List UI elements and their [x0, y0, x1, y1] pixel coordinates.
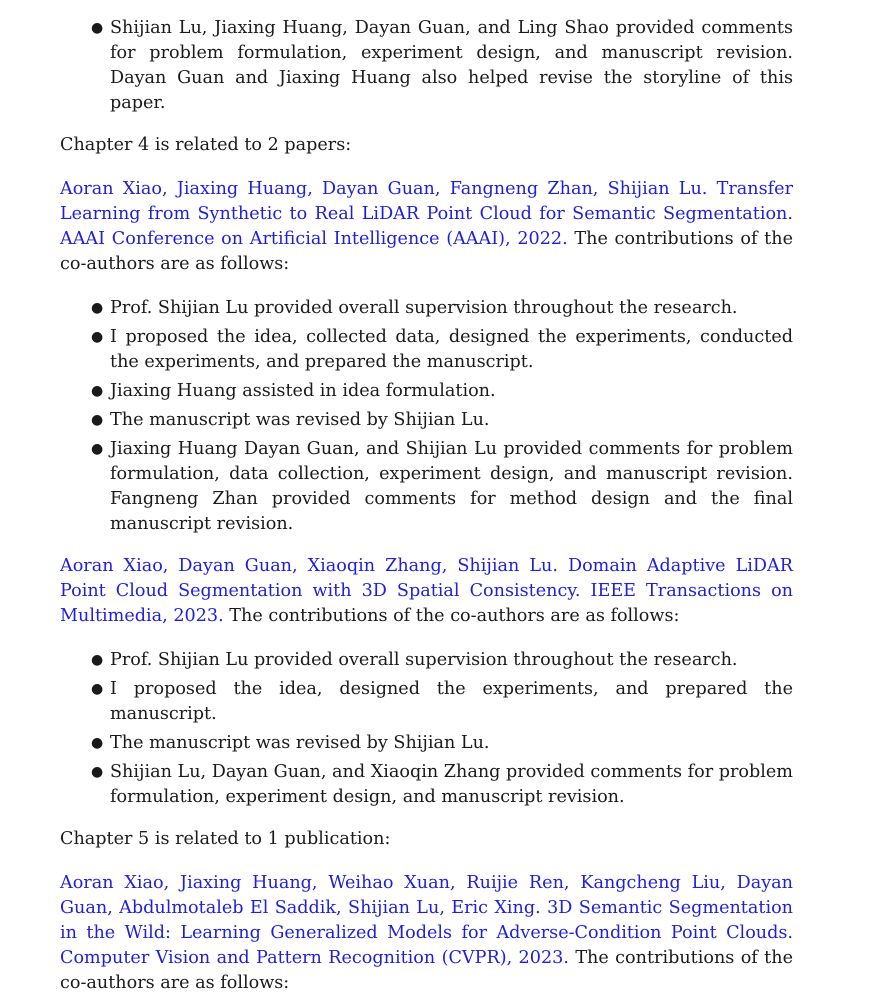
bullet-icon: ● — [91, 441, 104, 457]
bullet-icon: ● — [91, 681, 104, 697]
citation-link[interactable]: Aoran Xiao, Jiaxing Huang, Weihao Xuan, Ruijie Ren, Kangcheng Liu, Dayan Guan, Abdulmotaleb El Saddik, Shijian Lu, Eric Xing. 3D Semantic Segmentation in the Wild: Learning Generalized Models for Adverse-Condition Point Clouds. Computer Vision and Pattern Recognition (CVPR), 2023. — [60, 873, 793, 968]
list-item: ● Shijian Lu, Jiaxing Huang, Dayan Guan, and Ling Shao provided comments for problem formulation, experiment design, and manuscript revision. Dayan Guan and Jiaxing Huang also helped revise the storyline of this paper. — [91, 18, 793, 113]
bullet-icon: ● — [91, 412, 104, 428]
bullet-icon: ● — [91, 652, 104, 668]
list-item: ● Shijian Lu, Dayan Guan, and Xiaoqin Zhang provided comments for problem formulation, experiment design, and manuscript revision. — [91, 762, 793, 807]
document-page — [60, 16, 793, 996]
bullet-icon: ● — [91, 735, 104, 751]
list-item: ● Jiaxing Huang assisted in idea formulation. — [60, 379, 793, 404]
bullet-icon: ● — [91, 329, 104, 345]
list-item: ● The manuscript was revised by Shijian Lu. — [60, 731, 793, 756]
chapter4-intro: Chapter 4 is related to 2 papers: — [60, 135, 352, 155]
chapter4-paper2-contribution-list — [60, 648, 793, 810]
chapter5-paper1-citation: Aoran Xiao, Jiaxing Huang, Weihao Xuan, Ruijie Ren, Kangcheng Liu, Dayan Guan, Abdulmotaleb El Saddik, Shijian Lu, Eric Xing. 3D Semantic Segmentation in the Wild: Learning Generalized Models for Adverse-Condition Point Clouds. Computer Vision and Pattern Recognition (CVPR), 2023. The contributions of the co-authors are as follows: — [60, 873, 793, 993]
citation-link[interactable]: Aoran Xiao, Jiaxing Huang, Dayan Guan, Fangneng Zhan, Shijian Lu. Transfer Learning from Synthetic to Real LiDAR Point Cloud for Semantic Segmentation. AAAI Conference on Artificial Intelligence (AAAI), 2022. — [60, 179, 793, 249]
chapter4-paper1-contribution-list — [60, 296, 793, 537]
top-contribution-list — [60, 16, 793, 116]
bullet-icon: ● — [91, 383, 104, 399]
chapter4-paper2-citation: Aoran Xiao, Dayan Guan, Xiaoqin Zhang, Shijian Lu. Domain Adaptive LiDAR Point Cloud Segmentation with 3D Spatial Consistency. IEEE Transactions on Multimedia, 2023. The contributions of the co-authors are as follows: — [60, 556, 793, 626]
list-item: ● Prof. Shijian Lu provided overall supervision throughout the research. — [60, 296, 793, 321]
bullet-icon: ● — [91, 20, 104, 36]
chapter5-intro: Chapter 5 is related to 1 publication: — [60, 829, 391, 849]
list-item: ● Prof. Shijian Lu provided overall supervision throughout the research. — [60, 648, 793, 673]
list-item: ● Jiaxing Huang Dayan Guan, and Shijian Lu provided comments for problem formulation, data collection, experiment design, and manuscript revision. Fangneng Zhan provided comments for method design and the final manuscript revision. — [91, 439, 793, 534]
bullet-icon: ● — [91, 300, 104, 316]
bullet-icon: ● — [91, 764, 104, 780]
list-item: ● I proposed the idea, designed the experiments, and prepared the manuscript. — [91, 679, 793, 724]
list-item: ● The manuscript was revised by Shijian Lu. — [60, 408, 793, 433]
list-item: ● I proposed the idea, collected data, designed the experiments, conducted the experiments, and prepared the manuscript. — [91, 327, 793, 372]
citation-link[interactable]: Aoran Xiao, Dayan Guan, Xiaoqin Zhang, Shijian Lu. Domain Adaptive LiDAR Point Cloud Segmentation with 3D Spatial Consistency. IEEE Transactions on Multimedia, 2023. — [60, 556, 793, 626]
chapter4-paper1-citation: Aoran Xiao, Jiaxing Huang, Dayan Guan, Fangneng Zhan, Shijian Lu. Transfer Learning from Synthetic to Real LiDAR Point Cloud for Semantic Segmentation. AAAI Conference on Artificial Intelligence (AAAI), 2022. The contributions of the co-authors are as follows: — [60, 179, 793, 274]
